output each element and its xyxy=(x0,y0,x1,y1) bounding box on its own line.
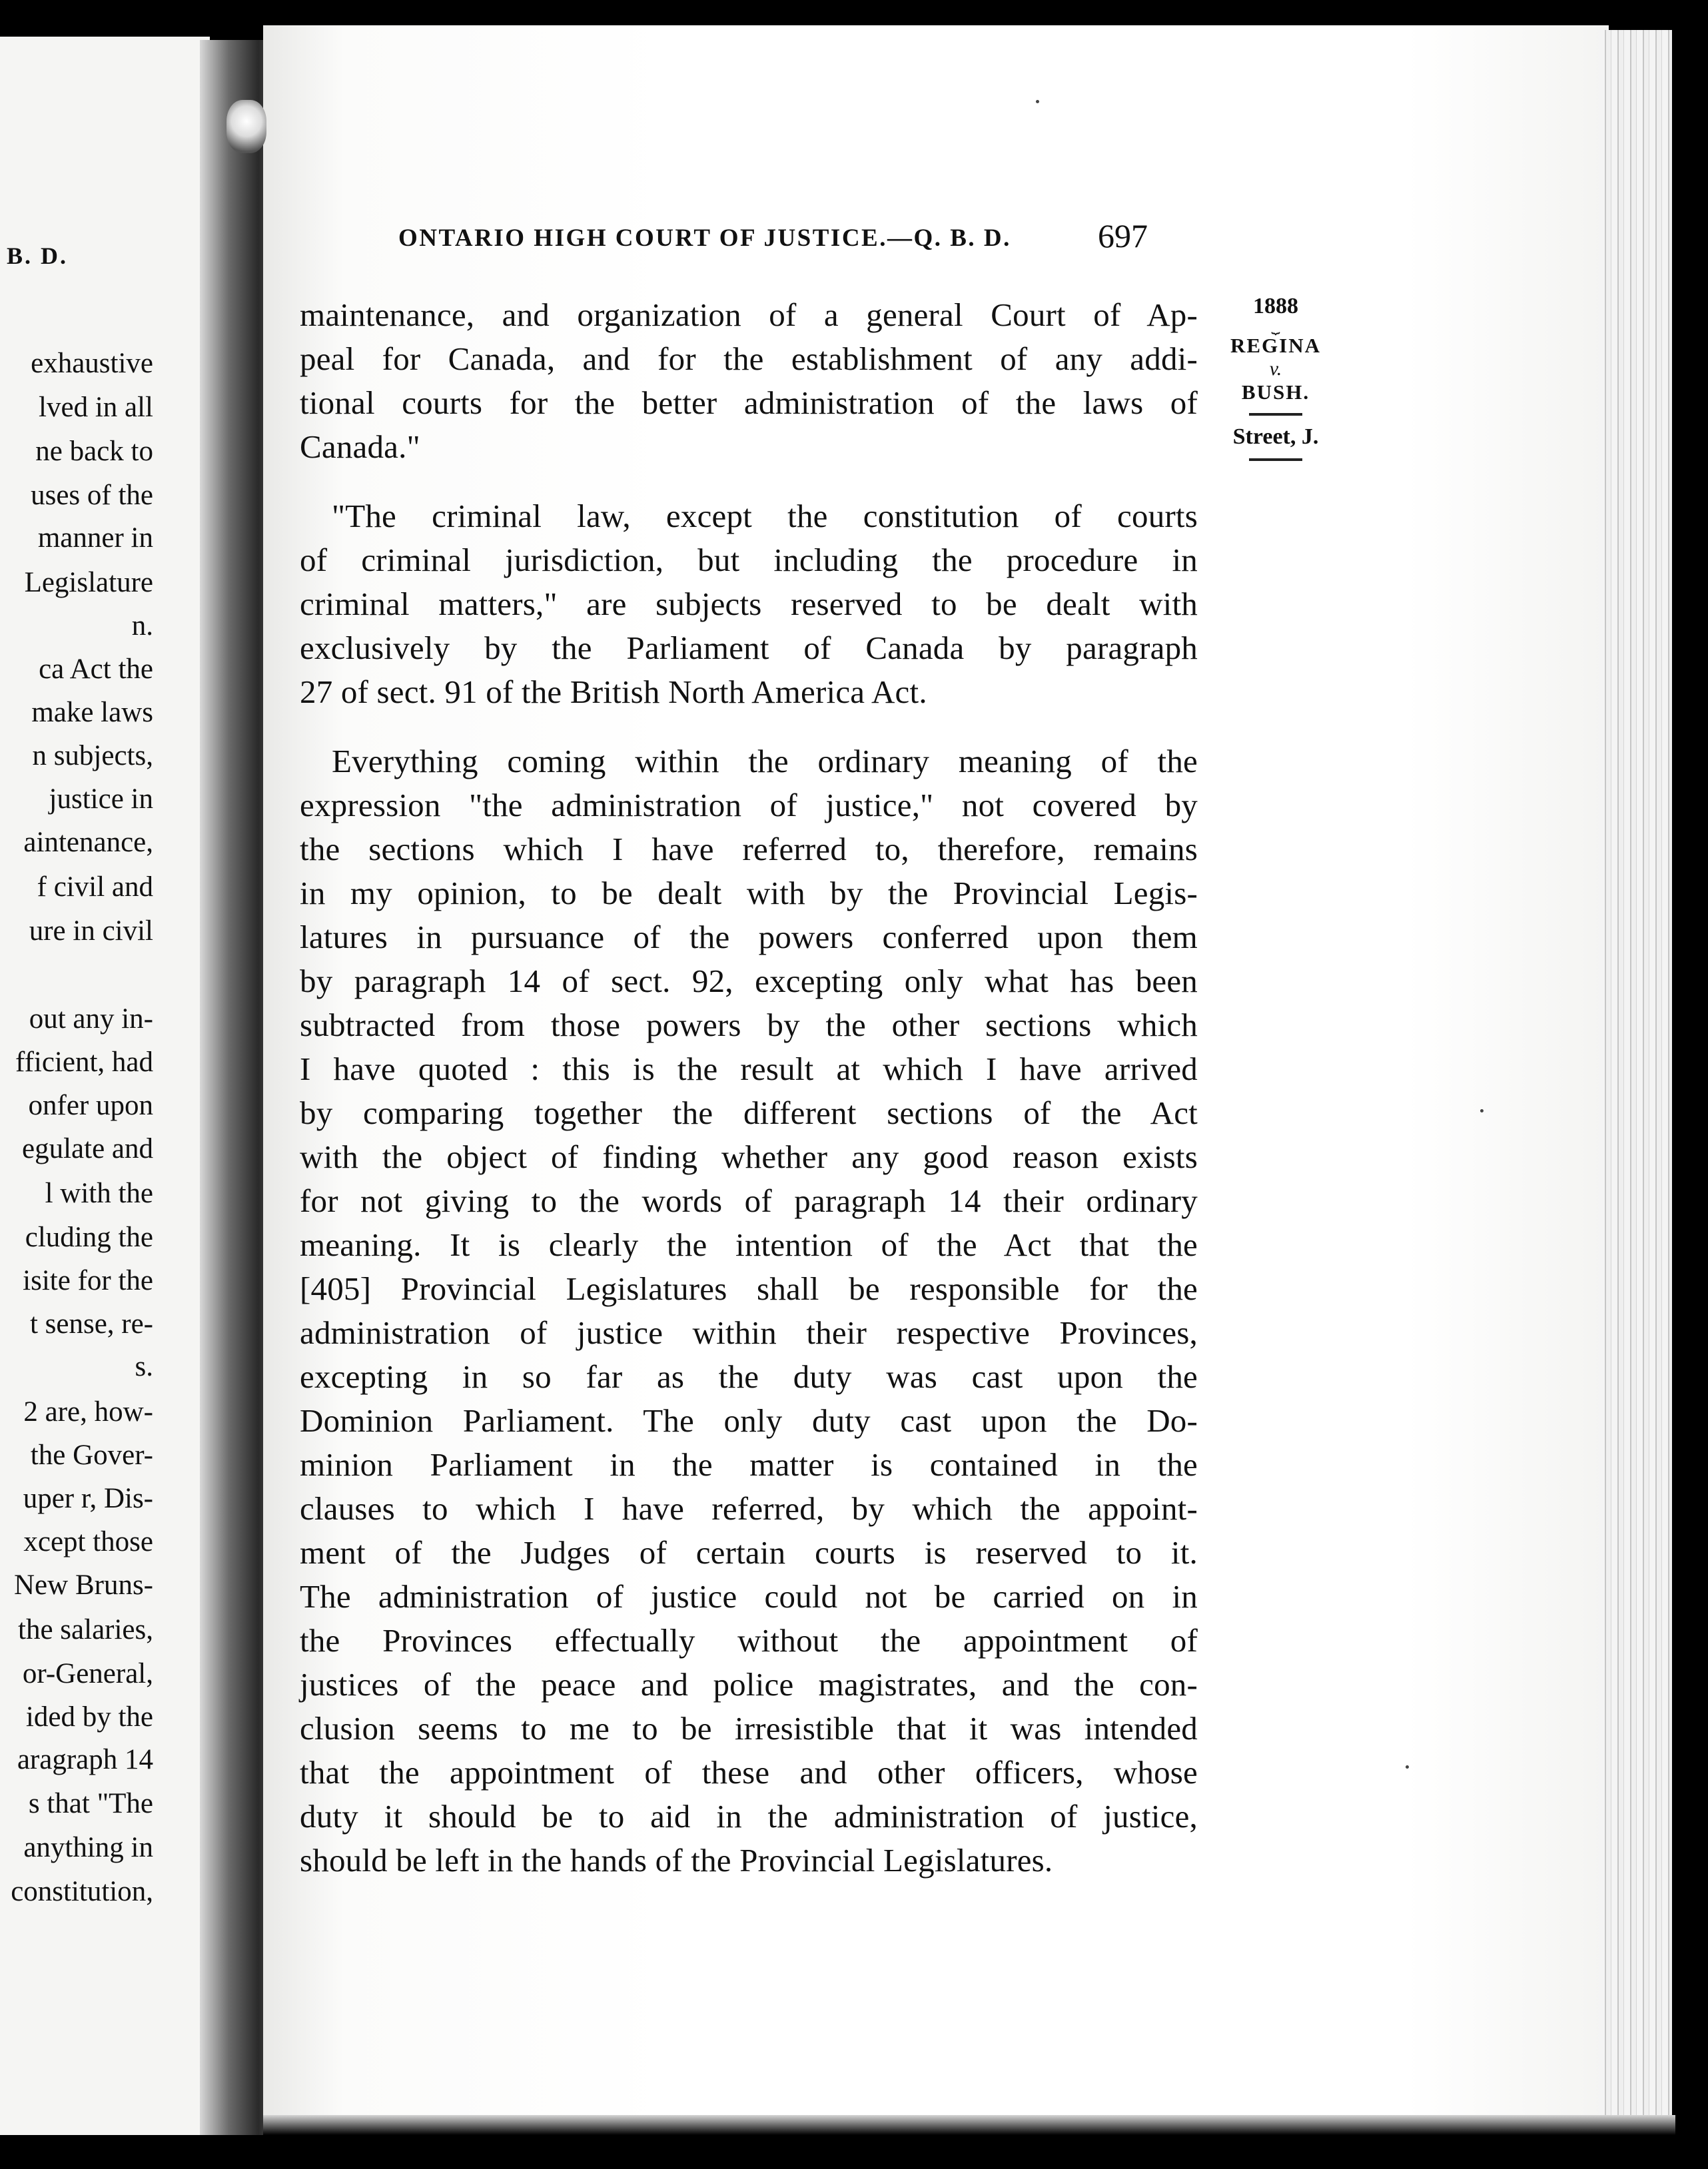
left-page-line: s that "The xyxy=(28,1788,153,1819)
page-number: 697 xyxy=(1098,217,1148,254)
text-line: expression "the administration of justice," not covered by xyxy=(300,787,1198,823)
text-line: by paragraph 14 of sect. 92, excepting only what has been xyxy=(300,963,1198,999)
left-facing-page xyxy=(0,37,210,2135)
left-page-line: manner in xyxy=(37,522,153,554)
text-line: exclusively by the Parliament of Canada by paragraph xyxy=(300,630,1198,666)
left-page-line: onfer upon xyxy=(28,1090,153,1121)
text-line: with the object of finding whether any good reason exists xyxy=(300,1138,1198,1175)
left-page-running-head: B. D. xyxy=(7,242,69,269)
left-page-line: aintenance, xyxy=(23,827,153,858)
margin-note xyxy=(1219,293,1332,468)
left-page-line: s. xyxy=(135,1351,153,1382)
text-line: criminal matters," are subjects reserved to be dealt with xyxy=(300,586,1198,622)
left-page-line: 2 are, how- xyxy=(23,1396,153,1428)
text-line: for not giving to the words of paragraph 14 their ordinary xyxy=(300,1182,1198,1219)
margin-note-judge: Street, J. xyxy=(1232,424,1319,449)
scan-speck xyxy=(1480,1109,1484,1112)
left-page-line: the salaries, xyxy=(18,1614,153,1645)
text-line: "The criminal law, except the constitution of courts xyxy=(332,498,1198,534)
text-line: I have quoted : this is the result at which I have arrived xyxy=(300,1051,1198,1087)
left-page-line: anything in xyxy=(23,1832,153,1863)
page-edges xyxy=(1599,30,1672,2122)
text-line: [405] Provincial Legislatures shall be responsible for the xyxy=(300,1270,1198,1307)
margin-note-year: 1888 xyxy=(1253,294,1298,318)
text-line: Dominion Parliament. The only duty cast upon the Do- xyxy=(300,1402,1198,1439)
paper-blemish xyxy=(226,100,266,153)
text-line: duty it should be to aid in the administration of justice, xyxy=(300,1798,1198,1835)
text-line: Canada." xyxy=(300,428,420,465)
left-page-line: uses of the xyxy=(31,480,153,511)
left-page-line: aragraph 14 xyxy=(17,1744,153,1775)
left-page-line: make laws xyxy=(31,697,153,728)
left-page-line: t sense, re- xyxy=(29,1308,153,1340)
text-line: Everything coming within the ordinary meaning of the xyxy=(332,743,1198,779)
left-page-line: uper r, Dis- xyxy=(23,1483,153,1514)
text-line: ment of the Judges of certain courts is reserved to it. xyxy=(300,1534,1198,1571)
text-line: tional courts for the better administration of the laws of xyxy=(300,384,1198,421)
text-line: in my opinion, to be dealt with by the Provincial Legis- xyxy=(300,875,1198,911)
text-line: the Provinces effectually without the appointment of xyxy=(300,1622,1198,1659)
text-line: clauses to which I have referred, by which the appoint- xyxy=(300,1490,1198,1527)
text-line: latures in pursuance of the powers conferred upon them xyxy=(300,919,1198,955)
left-page-line: out any in- xyxy=(29,1003,153,1035)
margin-note-rule xyxy=(1249,413,1302,416)
scan-speck xyxy=(1036,100,1039,103)
margin-note-versus: v. xyxy=(1269,358,1282,380)
text-line: minion Parliament in the matter is contained in the xyxy=(300,1446,1198,1483)
margin-note-case-party-2: BUSH. xyxy=(1241,380,1310,404)
text-line: by comparing together the different sections of the Act xyxy=(300,1094,1198,1131)
text-line: 27 of sect. 91 of the British North America Act. xyxy=(300,673,927,710)
running-head: ONTARIO HIGH COURT OF JUSTICE.—Q. B. D. xyxy=(398,224,1011,252)
left-page-line: f civil and xyxy=(37,871,153,903)
scan-speck xyxy=(1406,1765,1409,1769)
left-page-line: or-General, xyxy=(22,1658,153,1689)
left-page-line: n subjects, xyxy=(32,740,153,771)
paragraph xyxy=(300,739,1198,1883)
left-page-line: l with the xyxy=(45,1178,153,1209)
left-page-line: justice in xyxy=(49,783,153,815)
text-line: that the appointment of these and other officers, whose xyxy=(300,1754,1198,1791)
left-page-line: constitution, xyxy=(11,1876,153,1907)
margin-note-rule xyxy=(1249,458,1302,461)
left-page-line: New Bruns- xyxy=(14,1569,153,1601)
text-line: the sections which I have referred to, therefore, remains xyxy=(300,831,1198,867)
paragraph-gap xyxy=(300,714,1198,739)
text-line: maintenance, and organization of a general Court of Ap- xyxy=(300,296,1198,333)
left-page-line: Legislature xyxy=(24,567,153,598)
left-page-line: n. xyxy=(131,610,153,642)
text-line: justices of the peace and police magistrates, and the con- xyxy=(300,1666,1198,1703)
left-page-line: ne back to xyxy=(35,436,153,467)
text-line: should be left in the hands of the Provincial Legislatures. xyxy=(300,1842,1053,1879)
left-page-line: cluding the xyxy=(25,1222,153,1253)
left-page-line: xcept those xyxy=(23,1526,153,1557)
left-page-line: fficient, had xyxy=(15,1047,153,1078)
text-line: excepting in so far as the duty was cast upon the xyxy=(300,1358,1198,1395)
paragraph-gap xyxy=(300,469,1198,494)
paragraph xyxy=(300,494,1198,714)
text-line: subtracted from those powers by the other sections which xyxy=(300,1007,1198,1043)
left-page-line: ca Act the xyxy=(39,653,153,685)
text-line: clusion seems to me to be irresistible that it was intended xyxy=(300,1710,1198,1747)
left-page-line: the Gover- xyxy=(30,1440,153,1471)
text-line: meaning. It is clearly the intention of the Act that the xyxy=(300,1226,1198,1263)
left-page-line: isite for the xyxy=(23,1265,153,1296)
left-page-line: ure in civil xyxy=(29,915,153,947)
margin-note-case-party-1: REGINA xyxy=(1230,334,1321,357)
text-line: of criminal jurisdiction, but including the procedure in xyxy=(300,542,1198,578)
bottom-shadow xyxy=(263,2115,1675,2135)
margin-note-bracket: ⏟ xyxy=(1271,317,1280,334)
text-line: peal for Canada, and for the establishment of any addi- xyxy=(300,340,1198,377)
paragraph xyxy=(300,293,1198,469)
text-line: The administration of justice could not be carried on in xyxy=(300,1578,1198,1615)
left-page-line: exhaustive xyxy=(31,348,153,379)
text-line: administration of justice within their respective Provinces, xyxy=(300,1314,1198,1351)
left-page-line: ided by the xyxy=(25,1701,153,1733)
left-page-line: egulate and xyxy=(22,1133,153,1164)
left-page-line: lved in all xyxy=(39,392,153,423)
body-text xyxy=(300,293,1198,1883)
